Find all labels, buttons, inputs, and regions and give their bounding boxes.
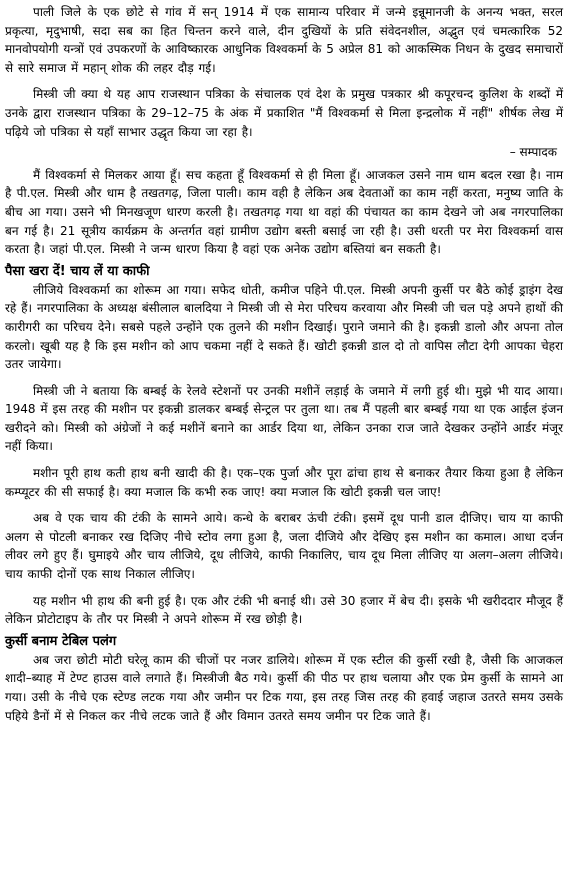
editor-signature: – सम्पादक — [509, 145, 557, 160]
section1-paragraph-2: मिस्त्री जी ने बताया कि बम्बई के रेलवे स्टेशनों पर उनकी मशीनें लड़ाई के जमाने में लगी हुई थी। मुझे भी याद आया। 1948 में इस तरह की मशीन पर इकन्नी डालकर बम्बई सेन्ट्रल पर तुला था। तब मैं पहली बार बम्बई गया था एक आईल इंजन खरीदने को। मिस्त्री को अंग्रेजों ने कई मशीनें बनाने का आर्डर दिया था, लेकिन उनका राज जाते देखकर उन्होंने आर्डर मंजूर नहीं किया। — [5, 383, 563, 454]
section2-paragraph-1: अब जरा छोटी मोटी घरेलू काम की चीजों पर नजर डालिये। शोरूम में एक स्टील की कुर्सी रखी है, जैसी कि आजकल शादी–ब्याह में टेण्ट हाउस वाले लगाते हैं। मिस्त्रीजी बैठ गये। कुर्सी की पीठ पर हाथ चलाया और एक प्रेम कुर्सी के सामने आ गया। उसी के नीचे एक स्टेण्ड लटक गया और जमीन पर टिक गया, इस तरह जिस तरह की हवाई जहाज उतरते समय उसके पहिये डैनों में से निकल कर नीचे लटक जाते हैं और विमान उतरते समय जमीन पर टिक जाते हैं। — [5, 652, 563, 723]
section1-paragraph-4: अब वे एक चाय की टंकी के सामने आये। कन्धे के बराबर ऊंची टंकी। इसमें दूध पानी डाल दीजिए। चाय या काफी अलग से पोटली बनाकर रख दिजिए नीचे स्टोव लगा हुआ है, जला दीजिये और देखिए इस मशीन का कमाल। आधा दर्जन लीवर लगे हुए हैं। घुमाइये और चाय लीजिये, दूध लीजिये, काफी निकालिए, चाय दूध मिला लीजिए या अलग–अलग लीजिये। चाय काफी दोनों एक साथ निकाल लीजिए। — [5, 511, 563, 582]
section-heading-chair-table-bed: कुर्सी बनाम टेबिल पलंग — [5, 633, 117, 649]
article-intro-paragraph: मैं विश्वकर्मा से मिलकर आया हूँ। सच कहता हूँ विश्वकर्मा से ही मिला हूँ। आजकल उसने नाम धाम बदल रखा है। नाम है पी.एल. मिस्त्री और धाम है तखतगढ़, जिला पाली। काम वही है लेकिन अब देवताओं का काम नहीं करता, मनुष्य जाति के बीच आ गया। उसने भी मिनखजूण धारण करली है। तखतगढ़ गया था वहां की पंचायत का काम देखने जो अब नगरपालिका बन गई है। 21 सूत्रीय कार्यक्रम के अन्तर्गत वहां ग्रामीण उद्योग बस्ती बसाई जा रही है। उसी धरती पर मेरा विश्वकर्मा वास करता है। जहां पी.एल. मिस्त्री ने जन्म धारण किया है वहां एक अनेक उद्योग बस्तियां बन सकती है। — [5, 167, 563, 257]
intro-paragraph-1: पाली जिले के एक छोटे से गांव में सन् 1914 में एक सामान्य परिवार में जन्मे इन्नूमानजी के अनन्य भक्त, सरल प्रकृत्या, मृदुभाषी, सदा सब का हित चिन्तन करने वाले, दीन दुखियों के प्रति संवेदनशील, अद्भुत एवं चमत्कारिक 52 मानवोपयोगी यन्त्रों एवं उपकरणों के आविष्कारक आधुनिक विश्वकर्मा के 5 अप्रेल 81 को आकस्मिक निधन के दुखद समाचारों से सारे समाज में महान् शोक की लहर दौड़ गई। — [5, 5, 563, 75]
section1-paragraph-5: यह मशीन भी हाथ की बनी हुई है। एक और टंकी भी बनाई थी। उसे 30 हजार में बेच दी। इसके भी खरीददार मौजूद हैं लेकिन प्रोटोटाइप के तौर पर मिस्त्री ने अपने शोरूम में रख छोड़ी है। — [5, 593, 563, 627]
section-heading-tea-coffee: पैसा खरा दें! चाय लें या काफी — [5, 263, 150, 279]
section1-paragraph-3: मशीन पूरी हाथ कती हाथ बनी खादी की है। एक–एक पुर्जा और पूरा ढांचा हाथ से बनाकर तैयार किया हुआ है लेकिन कम्प्यूटर की सी सफाई है। क्या मजाल कि कभी रुक जाए! क्या मजाल कि खोटी इकन्नी चल जाए! — [5, 466, 563, 499]
intro-paragraph-2: मिस्त्री जी क्या थे यह आप राजस्थान पत्रिका के संचालक एवं देश के प्रमुख पत्रकार श्री कपूरचन्द कुलिश के शब्दों में उनके द्वारा राजस्थान पत्रिका के 29–12–75 के अंक में प्रकाशित "मैं विश्वकर्मा से मिला इन्द्रलोक में नहीं" शीर्षक लेख में पढ़िये जो पत्रिका से यहाँ साभार उद्धृत किया जा रहा है। — [5, 87, 563, 139]
section1-paragraph-1: लीजिये विश्वकर्मा का शोरूम आ गया। सफेद धोती, कमीज पहिने पी.एल. मिस्त्री अपनी कुर्सी पर बैठे कोई ड्राइंग देख रहे हैं। नगरपालिका के अध्यक्ष बंसीलाल बालदिया ने मिस्त्री जी से मेरा परिचय करवाया और मिस्त्री जी चल पड़े अपने हाथों की कारीगरी का परिचय देने। सबसे पहले उन्होंने एक तुलने की मशीन दिखाई। पुराने जमाने की है। इकन्नी डालो और अपना तोल करलो। खूबी यह है कि इस मशीन को आप चकमा नहीं दे सकते हैं। खोटी इकन्नी डाल दो तो वापिस लौटा देगी आपका चेहरा उतर जायेगा। — [5, 282, 563, 372]
document-page — [5, 3, 563, 725]
